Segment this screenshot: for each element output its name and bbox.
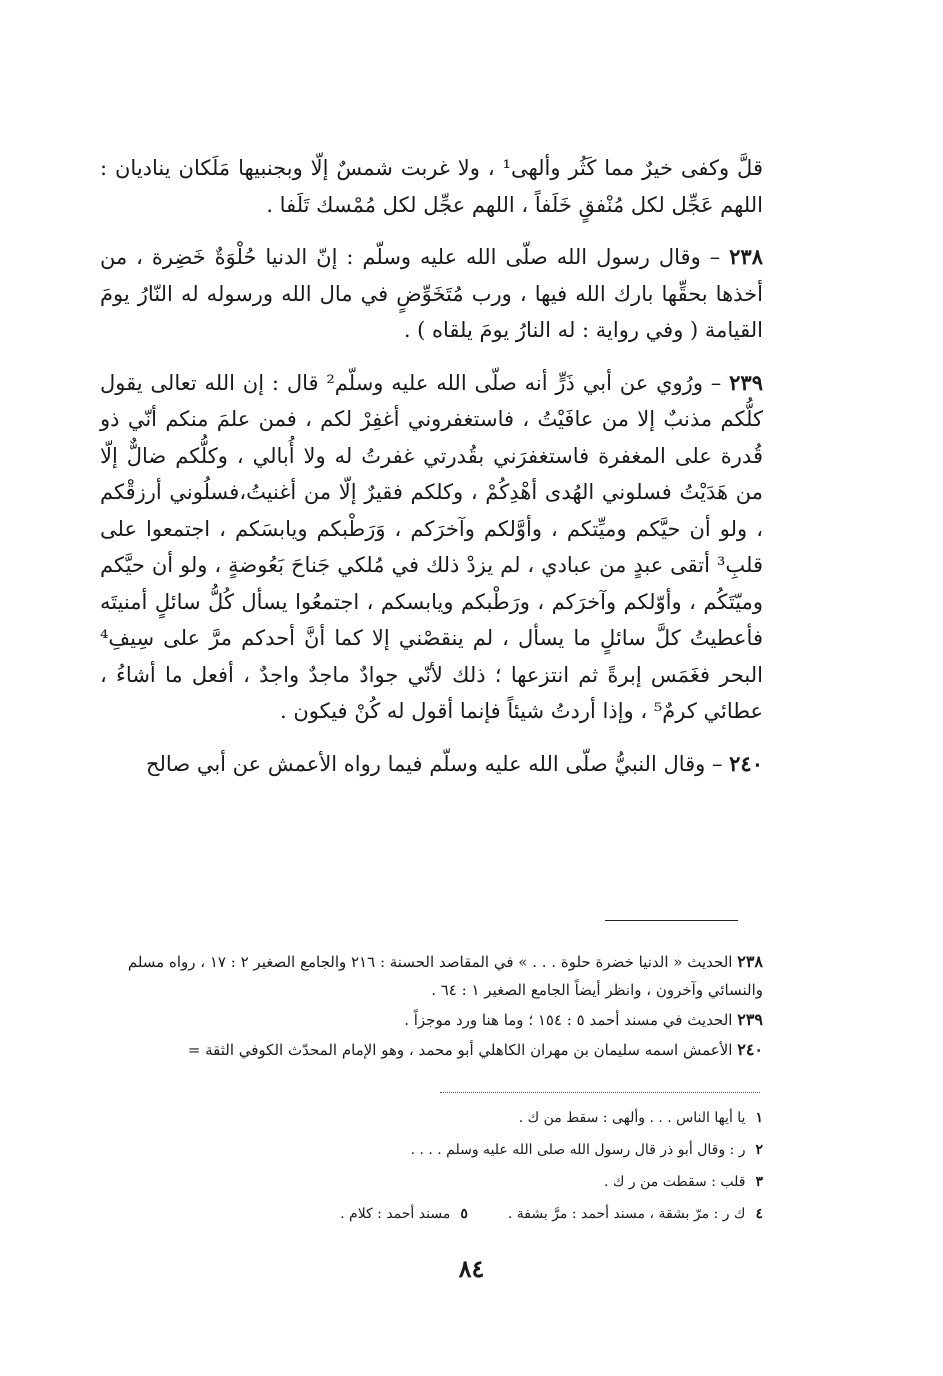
paragraph-text: قلَّ وكفى خيرٌ مما كَثُر وألهى¹ ، ولا غربت شمسٌ إلّا وبجنبيها مَلَكان يناديان : اللهم عَجِّل لكل مُنْفقٍ خَلَفاً ، اللهم عجِّل لكل مُمْسك تَلَفا .	[100, 156, 763, 217]
footnote-separator	[605, 920, 738, 921]
variant-text: يا أيها الناس . . . وألهى : سقط من ك .	[518, 1110, 746, 1126]
footnote-number: ٢٣٩	[737, 1010, 763, 1029]
variant-number: ١	[755, 1110, 763, 1126]
variant-text: مسند أحمد : كلام .	[340, 1206, 451, 1222]
variant-number: ٢	[755, 1142, 763, 1158]
variant-notes	[100, 1102, 763, 1230]
variant-number: ٣	[755, 1174, 763, 1190]
variant-2	[100, 1134, 763, 1166]
paragraph-text: – وقال رسول الله صلّى الله عليه وسلّم : إنّ الدنيا حُلْوَةٌ خَضِرة ، من أخذها بحقِّها بارك الله فيها ، ورب مُتَخَوِّضٍ في مال الله ورسوله له النّارُ يومَ القيامة ( وفي رواية : له النارُ يومَ يلقاه ) .	[100, 245, 763, 342]
paragraph-238	[100, 239, 763, 349]
paragraph-240	[100, 746, 763, 783]
footnote-240	[100, 1036, 763, 1064]
main-text	[100, 150, 763, 782]
page-number: ٨٤	[458, 1254, 485, 1283]
variant-text: ك ر : مرّ بشقة ، مسند أحمد : مرَّ بشفة .	[507, 1206, 746, 1222]
paragraph-239	[100, 365, 763, 730]
variant-3	[100, 1166, 763, 1198]
footnote-text: الحديث « الدنيا خضرة حلوة . . . » في المقاصد الحسنة : ٢١٦ والجامع الصغير ٢ : ١٧ ، رواه مسلم والنسائي وآخرون ، وانظر أيضاً الجامع الصغير ١ : ٦٤ .	[127, 953, 763, 999]
footnote-text: الحديث في مسند أحمد ٥ : ١٥٤ ؛ وما هنا ورد موجزاً .	[404, 1011, 733, 1029]
variant-4	[100, 1198, 763, 1230]
variant-text: قلب : سقطت من ر ك .	[604, 1174, 746, 1190]
paragraph-number: ٢٣٩	[729, 369, 763, 395]
paragraph-number: ٢٣٨	[729, 244, 763, 269]
footnote-238	[100, 948, 763, 1004]
variant-number: ٥	[460, 1206, 468, 1222]
paragraph-continuation	[100, 150, 763, 223]
paragraph-text: – ورُوي عن أبي ذَرٍّ أنه صلّى الله عليه وسلّم² قال : إن الله تعالى يقول كلُّكم مذنبٌ إلا من عافَيْتُ ، فاستغفروني أغفِرْ لكم ، فمن علمَ منكم أنّي ذو قُدرة على المغفرة فاستغفرَني بقُدرتي غفرتُ له ولا أُبالي ، وكلُّكم ضالٌّ إلّا من هَدَيْتُ فسلوني الهُدى أهْدِكُمْ ، وكلكم فقيرٌ إلّا من أغنيتُ،فسلُوني أرزقْكم ، ولو أن حيَّكم وميِّتكم ، وأوَّلكم وآخرَكم ، وَرَطْبكم ويابسَكم ، اجتمعوا على قلبِ³ أتقى عبدٍ من عبادي ، لم يزدْ ذلك في مُلكي جَناحَ بَعُوضةٍ ، ولو أن حيَّكم وميّتَكُم ، وأوّلكم وآخرَكم ، ورَطْبكم ويابسكم ، اجتمعُوا يسأل كُلُّ سائلٍ أمنيتَه فأعطيتُ كلَّ سائلٍ ما يسأل ، لم ينقصْني إلا كما أنَّ أحدكم مرَّ على سِيفِ⁴ البحر فغَمَس إبرةً ثم انتزعها ؛ ذلك لأنّي جوادٌ ماجدٌ واجدٌ ، أفعل ما أشاءُ ، عطائي كرمٌ⁵ ، وإذا أردتُ شيئاً فإنما أقول له كُنْ فيكون .	[100, 370, 763, 723]
variant-number: ٤	[755, 1206, 763, 1222]
footnotes	[100, 948, 763, 1066]
variant-text: ر : وقال أبو ذر قال رسول الله صلى الله عليه وسلم . . . .	[410, 1142, 746, 1158]
variants-separator	[440, 1092, 760, 1093]
footnote-number: ٢٤٠	[737, 1040, 763, 1059]
paragraph-text: – وقال النبيُّ صلّى الله عليه وسلّم فيما رواه الأعمش عن أبي صالح	[145, 751, 723, 776]
paragraph-number: ٢٤٠	[729, 750, 763, 776]
footnote-text: الأعمش اسمه سليمان بن مهران الكاهلي أبو محمد ، وهو الإمام المحدّث الكوفي الثقة =	[187, 1041, 733, 1059]
footnote-239	[100, 1006, 763, 1034]
footnote-number: ٢٣٨	[737, 952, 763, 971]
variant-1	[100, 1102, 763, 1134]
